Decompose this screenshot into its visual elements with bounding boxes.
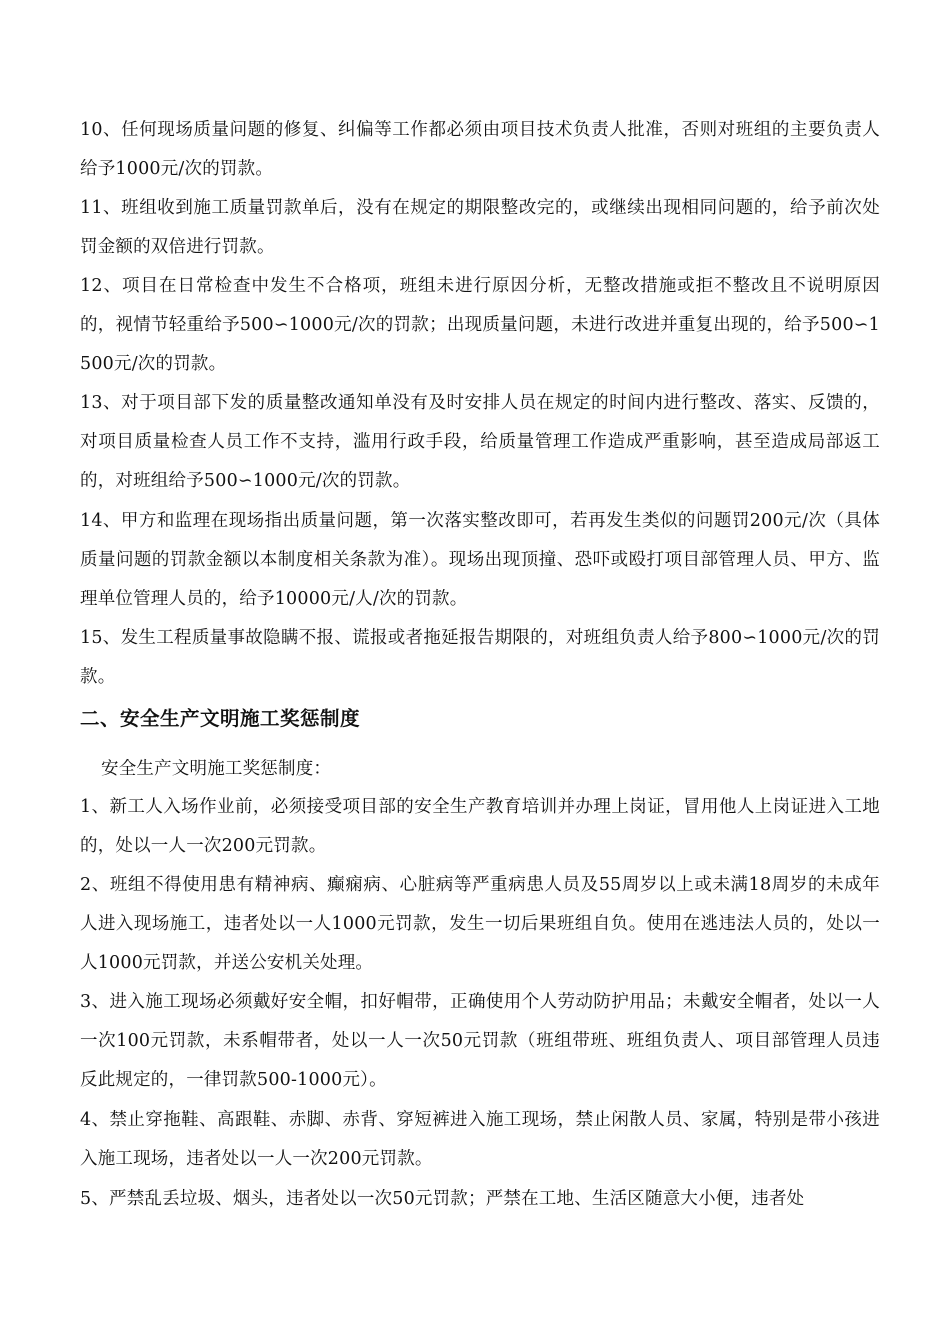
- safety-clause-4: 4、禁止穿拖鞋、高跟鞋、赤脚、赤背、穿短裤进入施工现场，禁止闲散人员、家属，特别是带小孩进入施工现场，违者处以一人一次200元罚款。: [80, 1110, 880, 1169]
- section-heading: 二、安全生产文明施工奖惩制度: [80, 707, 361, 730]
- clause-12: 12、项目在日常检查中发生不合格项，班组未进行原因分析，无整改措施或拒不整改且不说明原因的，视情节轻重给予500∽1000元/次的罚款；出现质量问题，未进行改进并重复出现的，给予500∽1500元/次的罚款。: [80, 276, 880, 374]
- section-intro: 安全生产文明施工奖惩制度：: [101, 759, 332, 779]
- clause-13: 13、对于项目部下发的质量整改通知单没有及时安排人员在规定的时间内进行整改、落实、反馈的，对项目质量检查人员工作不支持，滥用行政手段，给质量管理工作造成严重影响，甚至造成局部返工的，对班组给予500∽1000元/次的罚款。: [80, 393, 880, 491]
- clause-11: 11、班组收到施工质量罚款单后，没有在规定的期限整改完的，或继续出现相同问题的，给予前次处罚金额的双倍进行罚款。: [80, 198, 880, 257]
- clause-15: 15、发生工程质量事故隐瞒不报、谎报或者拖延报告期限的，对班组负责人给予800∽1000元/次的罚款。: [80, 628, 880, 687]
- safety-clause-5: 5、严禁乱丢垃圾、烟头，违者处以一次50元罚款；严禁在工地、生活区随意大小便，违者处: [80, 1189, 805, 1209]
- safety-clause-2: 2、班组不得使用患有精神病、癫痫病、心脏病等严重病患人员及55周岁以上或未满18周岁的未成年人进入现场施工，违者处以一人1000元罚款，发生一切后果班组自负。使用在逃违法人员的，处以一人1000元罚款，并送公安机关处理。: [80, 875, 880, 973]
- safety-clause-3: 3、进入施工现场必须戴好安全帽，扣好帽带，正确使用个人劳动防护用品；未戴安全帽者，处以一人一次100元罚款，未系帽带者，处以一人一次50元罚款（班组带班、班组负责人、项目部管理人员违反此规定的，一律罚款500-1000元）。: [80, 992, 880, 1090]
- clause-14: 14、甲方和监理在现场指出质量问题，第一次落实整改即可，若再发生类似的问题罚200元/次（具体质量问题的罚款金额以本制度相关条款为准）。现场出现顶撞、恐吓或殴打项目部管理人员、甲方、监理单位管理人员的，给予10000元/人/次的罚款。: [80, 511, 880, 609]
- safety-clause-1: 1、新工人入场作业前，必须接受项目部的安全生产教育培训并办理上岗证，冒用他人上岗证进入工地的，处以一人一次200元罚款。: [80, 797, 880, 856]
- clause-10: 10、任何现场质量问题的修复、纠偏等工作都必须由项目技术负责人批准，否则对班组的主要负责人给予1000元/次的罚款。: [80, 120, 880, 179]
